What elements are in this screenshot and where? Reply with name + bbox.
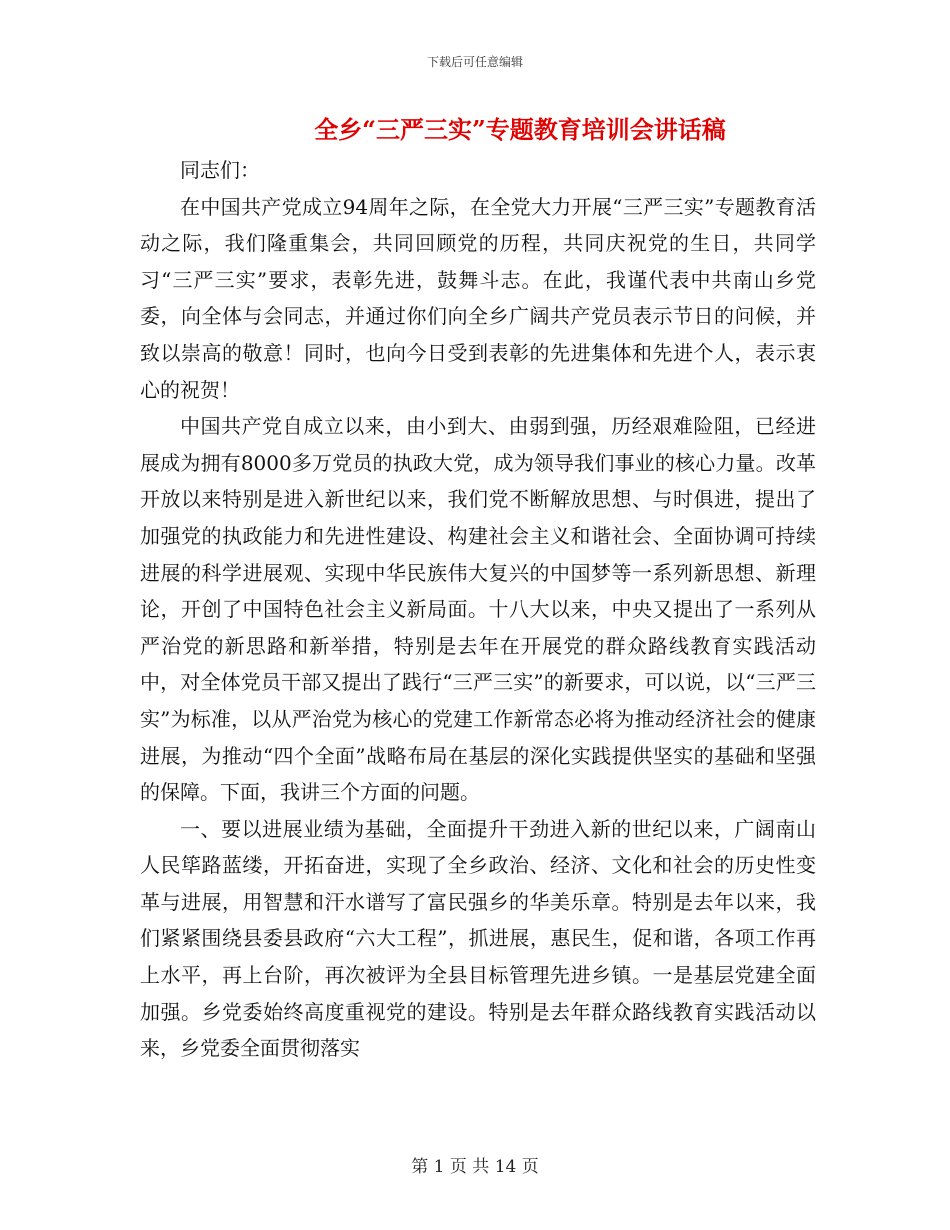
- body-paragraph-3: 一、要以进展业绩为基础，全面提升干劲进入新的世纪以来，广阔南山人民筚路蓝缕，开拓奋进，实现了全乡政治、经济、文化和社会的历史性变革与进展，用智慧和汗水谱写了富民强乡的华美乐章。特别是去年以来，我们紧紧围绕县委县政府“六大工程”，抓进展，惠民生，促和谐，各项工作再上水平，再上台阶，再次被评为全县目标管理先进乡镇。一是基层党建全面加强。乡党委始终高度重视党的建设。特别是去年群众路线教育实践活动以来，乡党委全面贯彻落实: [140, 816, 816, 1061]
- body-paragraph-2: 中国共产党自成立以来，由小到大、由弱到强，历经艰难险阻，已经进展成为拥有8000多万党员的执政大党，成为领导我们事业的核心力量。改革开放以来特别是进入新世纪以来，我们党不断解放思想、与时俱进，提出了加强党的执政能力和先进性建设、构建社会主义和谐社会、全面协调可持续进展的科学进展观、实现中华民族伟大复兴的中国梦等一系列新思想、新理论，开创了中国特色社会主义新局面。十八大以来，中央又提出了一系列从严治党的新思路和新举措，特别是去年在开展党的群众路线教育实践活动中，对全体党员干部又提出了践行“三严三实”的新要求，可以说，以“三严三实”为标准，以从严治党为核心的党建工作新常态必将为推动经济社会的健康进展，为推动“四个全面”战略布局在基层的深化实践提供坚实的基础和坚强的保障。下面，我讲三个方面的问题。: [140, 414, 816, 805]
- salutation: 同志们：: [180, 158, 260, 182]
- document-title: 全乡“三严三实”专题教育培训会讲话稿: [314, 115, 726, 144]
- document-body: [140, 152, 816, 1067]
- page-header-note: 下载后可任意编辑: [426, 55, 523, 69]
- body-paragraph-1: 在中国共产党成立94周年之际，在全党大力开展“三严三实”专题教育活动之际，我们隆重集会，共同回顾党的历程，共同庆祝党的生日，共同学习“三严三实”要求，表彰先进，鼓舞斗志。在此，我谨代表中共南山乡党委，向全体与会同志，并通过你们向全乡广阔共产党员表示节日的问候，并致以崇高的敬意！同时，也向今日受到表彰的先进集体和先进个人，表示衷心的祝贺！: [140, 194, 816, 402]
- page-number-footer: 第 1 页 共 14 页: [411, 1157, 539, 1177]
